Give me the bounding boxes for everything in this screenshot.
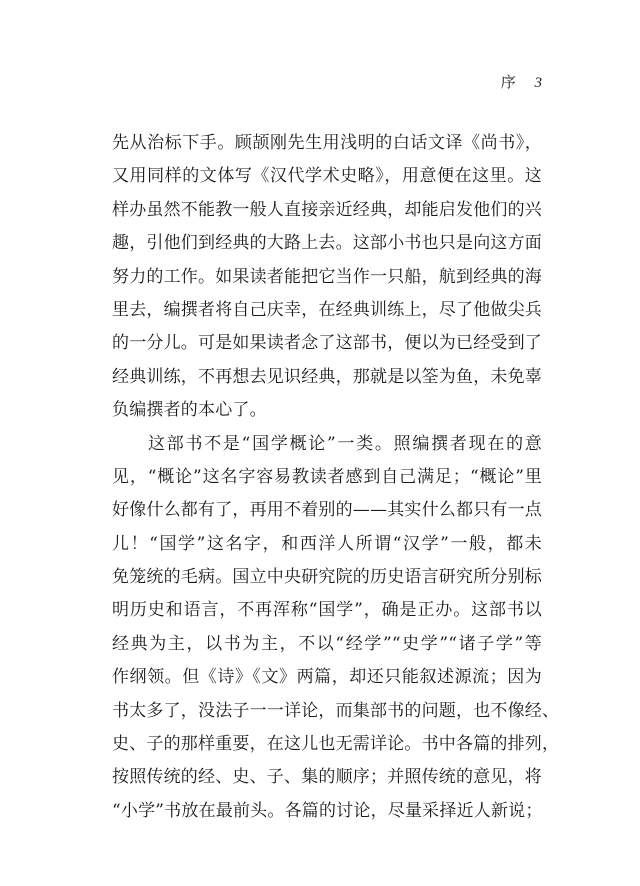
text-line: 里去，编撰者将自己庆幸，在经典训练上，尽了他做尖兵 [112, 299, 542, 320]
text-line: 趣，引他们到经典的大路上去。这部小书也只是向这方面 [112, 233, 542, 254]
text-line: 见，“概论”这名字容易教读者感到自己满足；“概论”里 [112, 466, 542, 487]
text-line: 经典为主，以书为主，不以“经学”“史学”“诸子学”等 [112, 633, 542, 654]
text-line: 作纲领。但《诗》《文》两篇，却还只能叙述源流；因为 [112, 667, 542, 688]
page-number: 3 [534, 75, 544, 91]
running-header [501, 71, 544, 92]
text-line: 经典训练，不再想去见识经典，那就是以筌为鱼，未免辜 [112, 366, 542, 387]
text-line: “小学”书放在最前头。各篇的讨论，尽量采择近人新说； [112, 800, 543, 821]
text-line: 儿！“国学”这名字，和西洋人所谓“汉学”一般，都未 [112, 533, 542, 554]
text-line: 先从治标下手。顾颉刚先生用浅明的白话文译《尚书》， [112, 133, 542, 153]
text-line: 书太多了，没法子一一详论，而集部书的问题，也不像经、 [112, 700, 560, 721]
chapter-title: 序 [500, 73, 518, 91]
text-line: 的一分儿。可是如果读者念了这部书，便以为已经受到了 [112, 333, 542, 354]
text-line: 又用同样的文体写《汉代学术史略》，用意便在这里。这 [112, 166, 542, 187]
text-line: 好像什么都有了，再用不着别的——其实什么都只有一点 [112, 500, 542, 521]
text-line: 按照传统的经、史、子、集的顺序；并照传统的意见，将 [112, 767, 542, 788]
text-line: 史、子的那样重要，在这儿也无需详论。书中各篇的排列， [112, 734, 560, 755]
text-line: 样办虽然不能教一般人直接亲近经典，却能启发他们的兴 [112, 199, 542, 220]
body-text [112, 127, 560, 828]
text-line: 努力的工作。如果读者能把它当作一只船，航到经典的海 [112, 266, 542, 287]
text-line: 免笼统的毛病。国立中央研究院的历史语言研究所分别标 [112, 567, 542, 588]
paragraph-end-line: 负编撰者的本心了。 [112, 400, 267, 421]
paragraph-first-line: 这部书不是“国学概论”一类。照编撰者现在的意 [148, 433, 542, 454]
text-line: 明历史和语言，不再浑称“国学”，确是正办。这部书以 [112, 600, 542, 621]
